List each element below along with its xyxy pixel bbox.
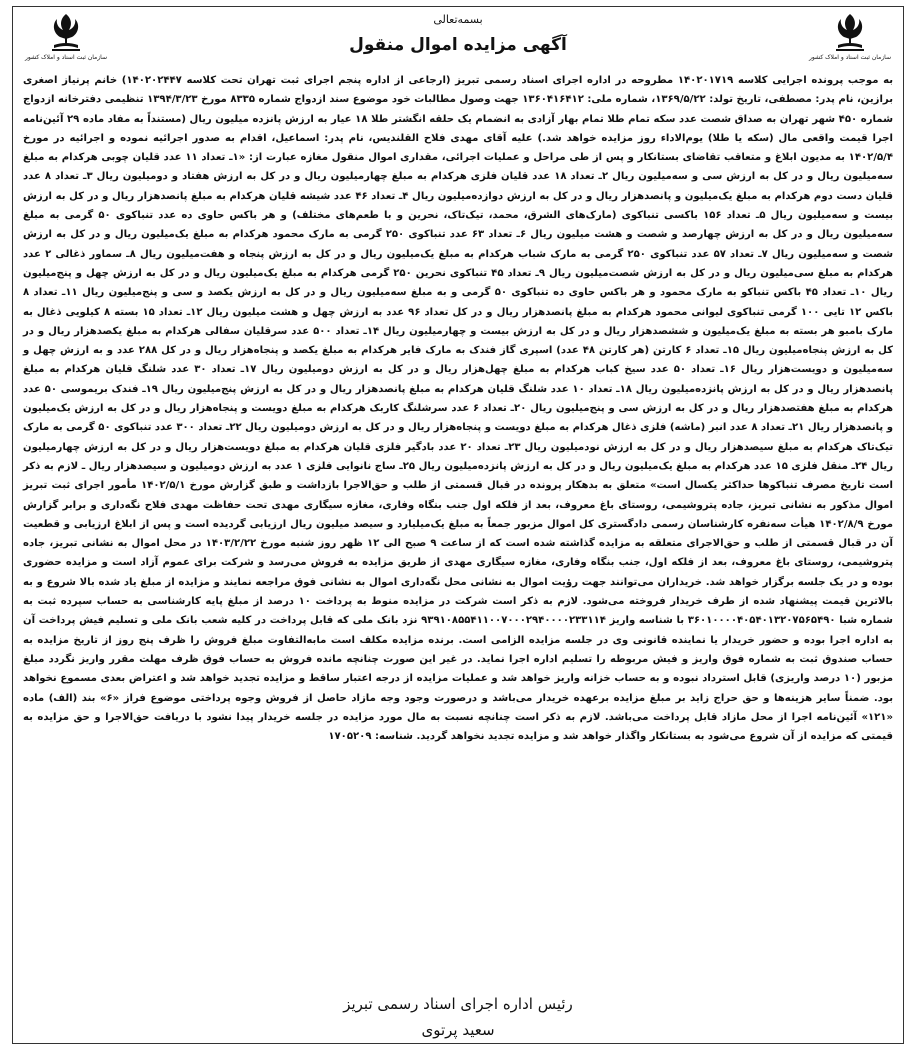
- signature-name: سعید پرتوی: [421, 1021, 495, 1039]
- notice-body: به موجب پرونده اجرایی کلاسه ۱۴۰۲۰۱۷۱۹ مطروحه در اداره اجرای اسناد رسمی تبریز (ارجاعی از اداره پنجم اجرای ثبت تهران تحت کلاسه ۱۴۰۲۰۲۴۴۷) خانم پرنیاز اصغری برازین، نام پدر: مصطفی، تاریخ تولد: ۱۳۶۹/۵/۲۲، شماره ملی: ۱۳۶۰۴۱۶۴۱۲ جهت وصول مطالبات خود موضوع سند ازدواج شماره ۸۳۳۵ مورخ ۱۳۹۴/۳/۲۳ تنظیمی دفترخانه ازدواج شماره ۴۵۰ شهر تهران به صداق شصت عدد سکه تمام طلا تمام بهار آزادی به انضمام یک حلقه انگشتر طلا ۱۸ عیار به ارزش پانزده میلیون ریال (مستنداً به مفاد ماده ۲۹ آئین‌نامه اجرا قیمت واقعی مال (سکه یا طلا) یوم‌الاداء روز مزایده خواهد شد.) علیه آقای مهدی فلاح القلندیس، نام پدر: اسماعیل، اقدام به صدور اجرائیه نموده و اجرائیه در مورخ ۱۴۰۲/۵/۴ به مدیون ابلاغ و متعاقب تقاضای بستانکار و پس از طی مراحل و عملیات اجرائی، مقداری اموال منقول مغازه عبارت از: «۱ـ تعداد ۱۱ عدد قلیان چوبی هرکدام به مبلغ سه‌میلیون ریال و در کل به ارزش سی و سه‌میلیون ریال ۲ـ تعداد ۱۸ عدد قلیان فلزی هرکدام به مبلغ چهارمیلیون ریال و در کل به ارزش هفتاد و دومیلیون ریال ۳ـ تعداد ۸ عدد قلیان دست دوم هرکدام به مبلغ یک‌میلیون و پانصدهزار ریال و در کل به ارزش دوازده‌میلیون ریال ۴ـ تعداد ۴۶ عدد شیشه قلیان هرکدام به مبلغ پانصدهزار ریال و در کل به ارزش بیست و سه‌میلیون ریال ۵ـ تعداد ۱۵۶ باکسی تنباکوی (مارک‌های الشرق، محمد، تیک‌تاک، نحرین و با طعم‌های مختلف) و هر باکس حاوی ده عدد تنباکوی ۵۰ گرمی به مبلغ سه‌میلیون ریال و در کل به ارزش چهارصد و شصت و هشت میلیون ریال ۶ـ تعداد ۶۳ عدد تنباکوی ۲۵۰ گرمی به مارک محمود هرکدام به مبلغ یک‌میلیون ریال و در کل به ارزش شصت و سه‌میلیون ریال ۷ـ تعداد ۵۷ عدد تنباکوی ۲۵۰ گرمی به مارک شباب هرکدام به مبلغ یک‌میلیون ریال و در کل به ارزش پنجاه و هفت‌میلیون ریال ۸ـ سماور ذغالی ۲ عدد هرکدام به مبلغ سی‌میلیون ریال و در کل به ارزش شصت‌میلیون ریال ۹ـ تعداد ۴۵ تنباکوی نحرین ۲۵۰ گرمی هرکدام به مبلغ یک‌میلیون ریال و در کل به ارزش چهل و پنج‌میلیون ریال ۱۰ـ تعداد ۴۵ باکس تنباکو به مارک محمود و هر باکس حاوی ده تنباکوی ۵۰ گرمی و به مبلغ سه‌میلیون ریال و در کل به ارزش یکصد و سی و پنج‌میلیون ریال ۱۱ـ تعداد ۸ باکس ۱۲ تایی ۱۰۰ گرمی تنباکوی لیوانی محمود هرکدام به مبلغ پانصدهزار ریال و در کل تعداد ۹۶ عدد به ارزش چهل و هشت میلیون ریال ۱۲ـ تعداد ۱۵ بسته ۸ کیلویی ذغال به مارک بامبو هر بسته به مبلغ یک‌میلیون و ششصدهزار ریال و در کل به ارزش بیست و چهارمیلیون ریال ۱۴ـ تعداد ۵۰۰ عدد سرقلیان سفالی هرکدام به مبلغ یکصدهزار ریال و در کل به ارزش پنجاه‌میلیون ریال ۱۵ـ تعداد ۶ کارتن (هر کارتن ۴۸ عدد) اسپری گاز فندک به مارک فایر هرکدام به مبلغ یکصد و پنجاه‌هزار ریال و در کل ۲۸۸ عدد و به ارزش چهل و سه‌میلیون و دویست‌هزار ریال ۱۶ـ تعداد ۵۰ عدد سیخ کباب هرکدام به مبلغ چهل‌هزار ریال و در کل به ارزش دومیلیون ریال ۱۷ـ تعداد ۳۰ عدد شلنگ قلیان هرکدام به مبلغ پانصدهزار ریال و در کل به ارزش پانزده‌میلیون ریال ۱۸ـ تعداد ۱۰ عدد شلنگ قلیان هرکدام به مبلغ پانصدهزار ریال و در کل به ارزش پنج‌میلیون ریال ۱۹ـ فندک بریموسی ۵۰ عدد هرکدام به مبلغ هفتصدهزار ریال و در کل به ارزش سی و پنج‌میلیون ریال ۲۰ـ تعداد ۶ عدد سرشلنگ کاربک هرکدام به مبلغ دویست و پنجاه‌هزار ریال و در کل به ارزش یک‌میلیون و پانصدهزار ریال ۲۱ـ تعداد ۸ عدد انبر (ماشه) فلزی ذغال هرکدام به مبلغ دویست و پنجاه‌هزار ریال و در کل به ارزش دومیلیون ریال ۲۲ـ تعداد ۳۰۰ عدد تنباکوی ۵۰ گرمی به مارک تیک‌تاک هرکدام به مبلغ سیصدهزار ریال و در کل به ارزش نودمیلیون ریال ۲۳ـ تعداد ۲۰ عدد بادگیر فلزی قلیان هرکدام به مبلغ دویست‌هزار ریال و در کل به ارزش چهارمیلیون ریال ۲۴ـ منقل فلزی ۱۵ عدد هرکدام به مبلغ یک‌میلیون ریال و در کل به ارزش پانزده‌میلیون ریال ۲۵ـ ساج نانوایی فلزی ۱ عدد به ارزش دومیلیون و سیصدهزار ریال ـ لازم به ذکر است تاریخ مصرف تنباکوها حداکثر یکسال است» متعلق به بدهکار پرونده در قبال قسمتی از طلب و حق‌الاجرا بازداشت و طبق گزارش مورخ ۱۴۰۲/۵/۱ مأمور اجرای ثبت تبریز اموال مذکور به نشانی تبریز، جاده پتروشیمی، روستای باغ معروف، بعد از فلکه اول جنب بنگاه وفاری، مغازه سیگاری مهدی تحت حفاظت مهدی فلاح نگه‌داری و برابر گزارش مورخ ۱۴۰۲/۸/۹ هیأت سه‌نفره کارشناسان رسمی دادگستری کل اموال مزبور جمعاً به مبلغ یک‌میلیارد و سیصد میلیون ریال ارزیابی گردیده است و پس از ابلاغ ارزیابی و قطعیت آن در قبال قسمتی از طلب و حق‌الاجرای متعلقه به مزایده گذاشته شده است که از ساعت ۹ صبح الی ۱۲ ظهر روز شنبه مورخ ۱۴۰۳/۲/۲۲ در محل اموال به نشانی تبریز، جاده پتروشیمی، روستای باغ معروف، بعد از فلکه اول، جنب بنگاه وفاری، مغازه سیگاری مهدی از طریق مزایده به فروش می‌رسد و شرکت برای عموم آزاد است و مزایده حضوری بوده و در یک جلسه برگزار خواهد شد. خریداران می‌توانند جهت رؤیت اموال به نشانی محل نگه‌داری اموال به نشانی فوق مراجعه نمایند و مزایده از مبلغ یاد شده بالا شروع و به بالاترین قیمت پیشنهاد شده از طرف خریدار فروخته می‌شود. لازم به ذکر است شرکت در مزایده منوط به پرداخت ۱۰ درصد از مبلغ پایه کارشناسی به حساب سپرده ثبت به شماره شبا ۳۶۰۱۰۰۰۰۴۰۵۴۰۱۳۲۰۷۵۶۵۴۹۰ با شناسه واریز ۹۳۹۱۰۸۵۵۴۱۱۰۰۷۰۰۰۲۹۴۰۰۰۰۲۳۳۱۱۴ نزد بانک ملی که قابل پرداخت در کلیه شعب بانک ملی و تسلیم فیش پرداخت آن به اداره اجرا بوده و حضور خریدار یا نماینده قانونی وی در جلسه مزایده الزامی است. برنده مزایده مکلف است مابه‌التفاوت مبلغ فروش را ظرف پنج روز از تاریخ مزایده به حساب صندوق ثبت به شماره فوق واریز و فیش مربوطه را تسلیم اداره اجرا نماید. در غیر این صورت چنانچه مانده فروش به حساب فوق ظرف مهلت مقرر واریز نگردد مبلغ مزبور (۱۰ درصد واریزی) قابل استرداد نبوده و به حساب خزانه واریز خواهد شد و عملیات مزایده از درجه اعتبار ساقط و مزایده تجدید خواهد شد و اعتراض بعدی مسموع نخواهد بود. ضمناً سایر هزینه‌ها و حق حراج زاید بر مبلغ مزایده برعهده خریدار می‌باشد و درصورت وجود وجه مازاد حاصل از فروش وجوه پرداختی موضوع فراز «۶» بند (الف) ماده «۱۲۱» آئین‌نامه اجرا از محل مازاد قابل پرداخت می‌باشد. لازم به ذکر است چنانچه نسبت به مال مورد مزایده در جلسه خریدار پیدا نشود با دریافت حق‌الاجرا و حق مزایده به قیمتی که مزایده از آن شروع می‌شود به بستانکار واگذار خواهد شد و مزایده تجدید نخواهد گردید. شناسه: ۱۷۰۵۲۰۹: [23, 75, 894, 743]
- signature-office: رئیس اداره اجرای اسناد رسمی تبریز: [343, 995, 573, 1013]
- notice-title: آگهی مزایده اموال منقول: [349, 35, 567, 55]
- logo-caption-right: سازمان ثبت اسناد و املاک کشور: [808, 54, 892, 61]
- logo-caption-left: سازمان ثبت اسناد و املاک کشور: [24, 54, 108, 61]
- invocation-text: بسمه‌تعالی: [433, 13, 483, 26]
- notice-page: [12, 6, 904, 1044]
